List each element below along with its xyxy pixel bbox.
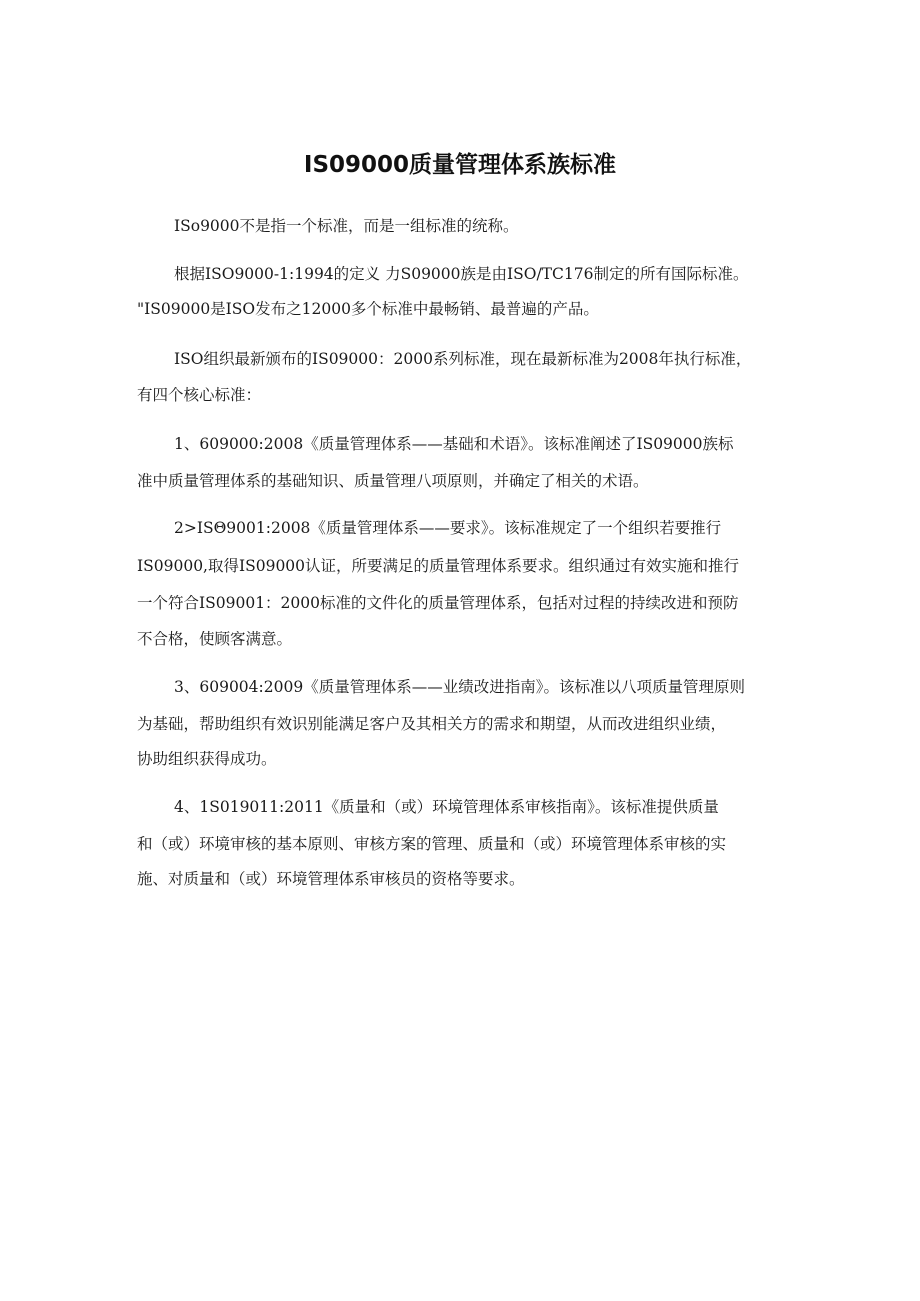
paragraph-7-line-2: 和（或）环境审核的基本原则、审核方案的管理、质量和（或）环境管理体系审核的实 <box>137 835 727 853</box>
document-title: IS09000质量管理体系族标准 <box>303 152 617 178</box>
paragraph-2-line-2: "IS09000是ISO发布之12000多个标准中最畅销、最普遍的产品。 <box>137 300 599 318</box>
paragraph-6-line-2: 为基础，帮助组织有效识别能满足客户及其相关方的需求和期望，从而改进组织业绩， <box>137 715 727 733</box>
paragraph-6-line-3: 协助组织获得成功。 <box>137 750 277 768</box>
paragraph-4-line-1: 1、609000:2008《质量管理体系——基础和术语》。该标准阐述了IS09000族标 <box>174 435 734 453</box>
paragraph-5-line-3: 一个符合IS09001：2000标准的文件化的质量管理体系，包括对过程的持续改进和预防 <box>137 594 739 612</box>
paragraph-4-line-2: 准中质量管理体系的基础知识、质量管理八项原则，并确定了相关的术语。 <box>137 472 649 490</box>
paragraph-5-line-1: 2>ISΘ9001:2008《质量管理体系——要求》。该标准规定了一个组织若要推行 <box>174 519 722 537</box>
paragraph-3-line-2: 有四个核心标准： <box>137 386 262 404</box>
paragraph-2-line-1: 根据ISO9000-1:1994的定义 力S09000族是由ISO/TC176制定的所有国际标准。 <box>174 265 749 283</box>
paragraph-7-line-3: 施、对质量和（或）环境管理体系审核员的资格等要求。 <box>137 870 525 888</box>
paragraph-7-line-1: 4、1S019011:2011《质量和（或）环境管理体系审核指南》。该标准提供质量 <box>174 798 719 816</box>
paragraph-1-line-1: ISo9000不是指一个标准，而是一组标准的统称。 <box>174 217 519 235</box>
paragraph-5-line-2: IS09000,取得IS09000认证，所要满足的质量管理体系要求。组织通过有效实施和推行 <box>137 557 740 575</box>
paragraph-5-line-4: 不合格，使顾客满意。 <box>137 630 293 648</box>
paragraph-3-line-1: ISO组织最新颁布的IS09000：2000系列标准，现在最新标准为2008年执行标准， <box>174 350 752 368</box>
paragraph-6-line-1: 3、609004:2009《质量管理体系——业绩改进指南》。该标准以八项质量管理原则 <box>174 678 745 696</box>
